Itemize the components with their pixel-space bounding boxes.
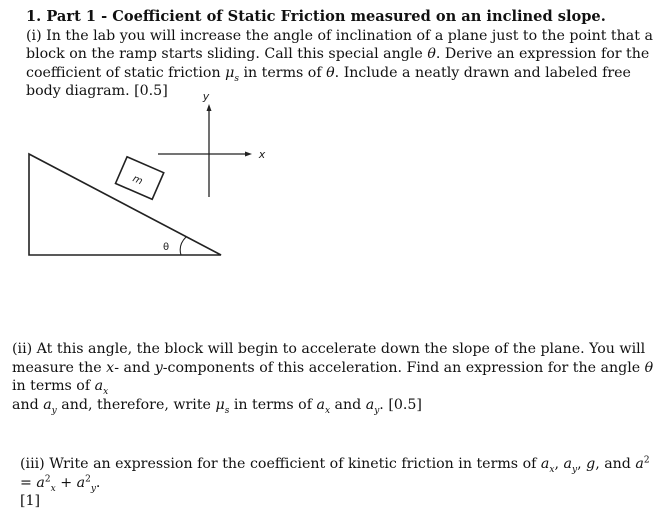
a-symbol: a — [563, 456, 572, 472]
a-symbol: a — [316, 396, 325, 413]
part-ii-text: in terms of — [233, 396, 312, 413]
subscript-x: x — [50, 483, 56, 494]
y-axis-label: y — [202, 90, 210, 103]
question-title: Part 1 - Coefficient of Static Friction measured on an inclined slope. — [46, 8, 606, 25]
plus-sign: + — [60, 474, 73, 491]
question-1-part-ii — [12, 340, 656, 414]
theta-symbol: θ — [326, 64, 335, 81]
part-ii-label: (ii) — [12, 341, 33, 357]
part-ii-text: At this angle, the block will begin to accelerate down the slope of the plane. You will measure the — [12, 341, 646, 376]
g-symbol: g — [586, 456, 596, 472]
angle-label: θ — [162, 242, 170, 253]
part-iii-text: , and — [595, 456, 631, 472]
part-i-points: [0.5] — [134, 83, 168, 100]
superscript-2: 2 — [643, 455, 650, 466]
subscript-x: x — [549, 464, 555, 475]
period: . — [379, 396, 384, 413]
question-heading — [26, 8, 606, 25]
part-ii-text: and — [12, 396, 39, 413]
a-symbol: a — [76, 474, 86, 491]
question-number: 1. — [26, 8, 42, 25]
subscript-s: s — [224, 405, 230, 416]
superscript-2: 2 — [44, 473, 51, 484]
part-i-text: In the lab you will increase the angle of inclination of a plane just to the point that a block on the ramp starts sliding. Call this special angle — [26, 27, 653, 63]
part-i-text: . Include a neatly drawn and labeled free body diagram. — [26, 64, 631, 100]
part-ii-text: -components of this acceleration. Find an expression for the angle — [162, 359, 641, 376]
superscript-2: 2 — [85, 473, 91, 484]
a-symbol: a — [36, 474, 45, 491]
a-symbol: a — [540, 456, 550, 472]
part-i-label: (i) — [26, 27, 42, 44]
theta-symbol: θ — [427, 46, 436, 63]
a-symbol: a — [43, 396, 52, 413]
subscript-x: x — [324, 405, 331, 416]
x-axis-arrowhead — [245, 152, 252, 157]
subscript-s: s — [234, 73, 239, 84]
a-symbol: a — [94, 378, 104, 395]
part-ii-points: [0.5] — [388, 396, 422, 413]
block — [115, 157, 163, 200]
comma: , — [577, 456, 582, 472]
subscript-x: x — [103, 387, 109, 398]
part-i-text: . Derive an expression for the coefficient of static friction — [26, 46, 650, 81]
mu-symbol: μ — [225, 64, 235, 81]
comma: , — [554, 456, 559, 472]
part-ii-text: in terms of — [12, 378, 91, 395]
part-iii-points: [1] — [20, 493, 41, 510]
period: . — [95, 474, 101, 491]
subscript-y: y — [51, 405, 57, 416]
part-i-text: in terms of — [243, 64, 322, 81]
block-label-m: m — [130, 173, 145, 188]
part-iii-text: Write an expression for the coefficient of kinetic friction in terms of — [49, 456, 537, 472]
part-ii-text: and, therefore, write — [61, 396, 211, 413]
y-axis-arrowhead — [207, 104, 212, 111]
theta-symbol: θ — [644, 359, 654, 376]
angle-arc — [180, 237, 186, 255]
a-symbol: a — [635, 456, 644, 472]
x-symbol: x — [106, 359, 115, 376]
mu-symbol: μ — [215, 396, 225, 413]
y-symbol: y — [154, 359, 163, 376]
equals-sign: = — [20, 474, 32, 491]
part-ii-text: and — [334, 396, 362, 413]
question-1-part-iii — [20, 455, 656, 511]
part-ii-text: - and — [114, 359, 151, 376]
subscript-y: y — [571, 464, 578, 475]
part-iii-label: (iii) — [20, 456, 45, 472]
subscript-y: y — [90, 483, 96, 494]
x-axis-label: x — [258, 148, 266, 161]
incline-diagram — [0, 88, 300, 258]
a-symbol: a — [365, 396, 375, 413]
subscript-y: y — [374, 405, 380, 416]
